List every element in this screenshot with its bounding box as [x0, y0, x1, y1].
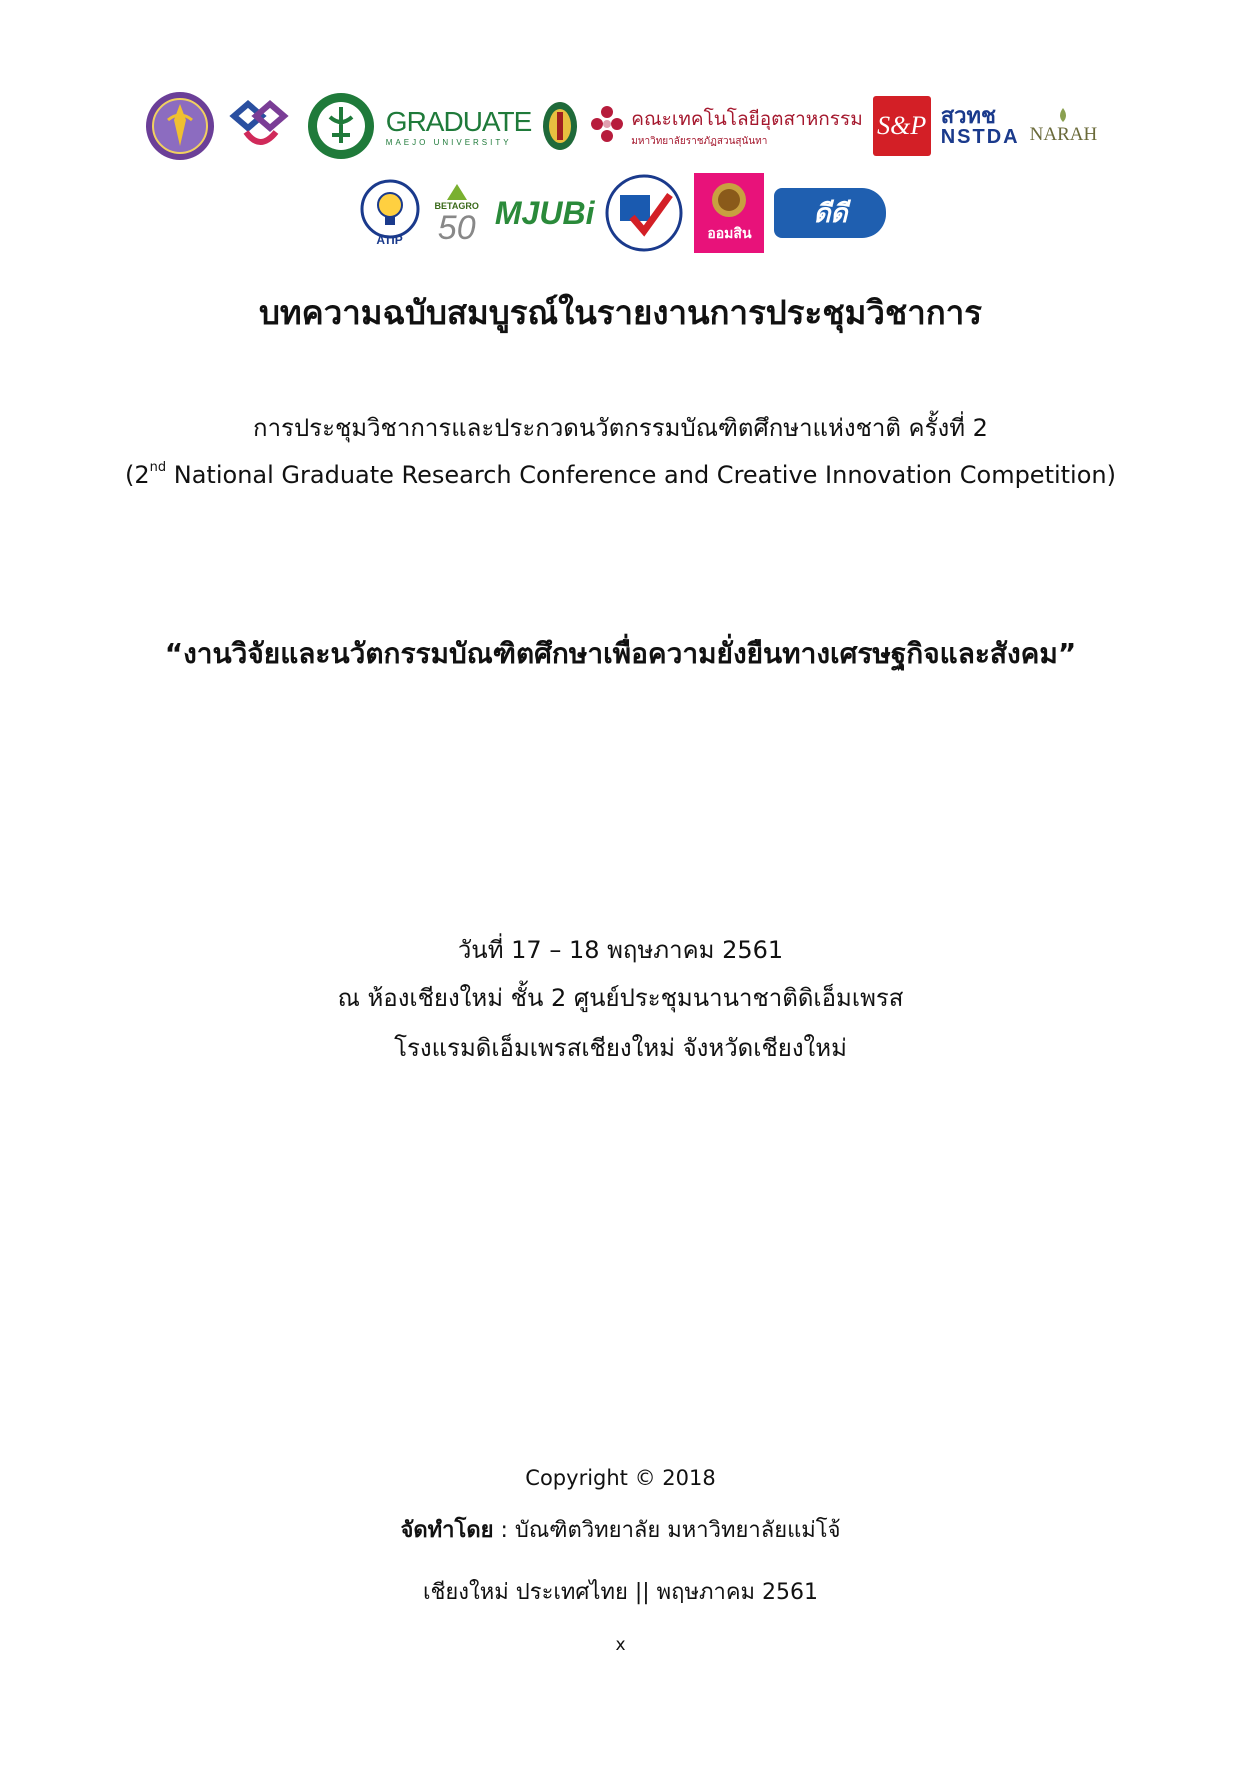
atip-logo: ATIP	[355, 179, 425, 247]
knot-logo	[226, 96, 296, 156]
didi-logo: ดีดี	[774, 188, 886, 238]
logo-row-bottom	[0, 170, 1241, 256]
gsb-logo: ออมสิน	[694, 173, 764, 253]
conference-theme: “งานวิจัยและนวัตกรรมบัณฑิตศึกษาเพื่อความยั่งยืนทางเศรษฐกิจและสังคม”	[164, 637, 1077, 670]
publication-location-date: เชียงใหม่ ประเทศไทย || พฤษภาคม 2561	[422, 1580, 819, 1605]
conference-en-rest: National Graduate Research Conference and Creative Innovation Competition)	[166, 461, 1116, 489]
conference-en-prefix: (2	[125, 461, 150, 489]
betagro-50-logo: BETAGRO 50	[435, 182, 479, 245]
narah-logo: NARAH	[1030, 106, 1098, 146]
rajabhat-seal-logo	[541, 100, 579, 152]
producer-label: จัดทำโดย	[400, 1518, 494, 1543]
nstda-logo: สวทช NSTDA	[940, 103, 1020, 148]
iqs-logo	[604, 173, 684, 253]
university-seal-logo	[144, 90, 216, 162]
producer-line	[0, 1512, 1241, 1547]
producer-value: : บัณฑิตวิทยาลัย มหาวิทยาลัยแม่โจ้	[493, 1518, 841, 1543]
graduate-maejo-logo: GRADUATE MAEJO UNIVERSITY	[385, 105, 532, 147]
logo-row-top	[0, 86, 1241, 166]
mjubi-logo: MJUBi	[494, 194, 595, 231]
conference-name-english	[0, 460, 1241, 489]
faculty-industrial-technology-logo: คณะเทคโนโลยีอุตสาหกรรม มหาวิทยาลัยราชภัฏสวนสุนันทา	[589, 104, 862, 149]
maejo-university-logo	[306, 91, 376, 161]
conference-en-ordinal: nd	[149, 460, 167, 475]
document-title: บทความฉบับสมบูรณ์ในรายงานการประชุมวิชาการ	[258, 293, 983, 332]
page-number: x	[615, 1635, 626, 1655]
sp-logo: S&P	[873, 96, 931, 156]
event-venue-line-1: ณ ห้องเชียงใหม่ ชั้น 2 ศูนย์ประชุมนานาชาติดิเอ็มเพรส	[337, 984, 904, 1012]
event-date: วันที่ 17 – 18 พฤษภาคม 2561	[457, 936, 784, 964]
copyright-notice: Copyright © 2018	[525, 1466, 716, 1490]
conference-name-thai: การประชุมวิชาการและประกวดนวัตกรรมบัณฑิตศึกษาแห่งชาติ ครั้งที่ 2	[253, 414, 988, 442]
event-venue-line-2: โรงแรมดิเอ็มเพรสเชียงใหม่ จังหวัดเชียงใหม่	[394, 1034, 847, 1062]
